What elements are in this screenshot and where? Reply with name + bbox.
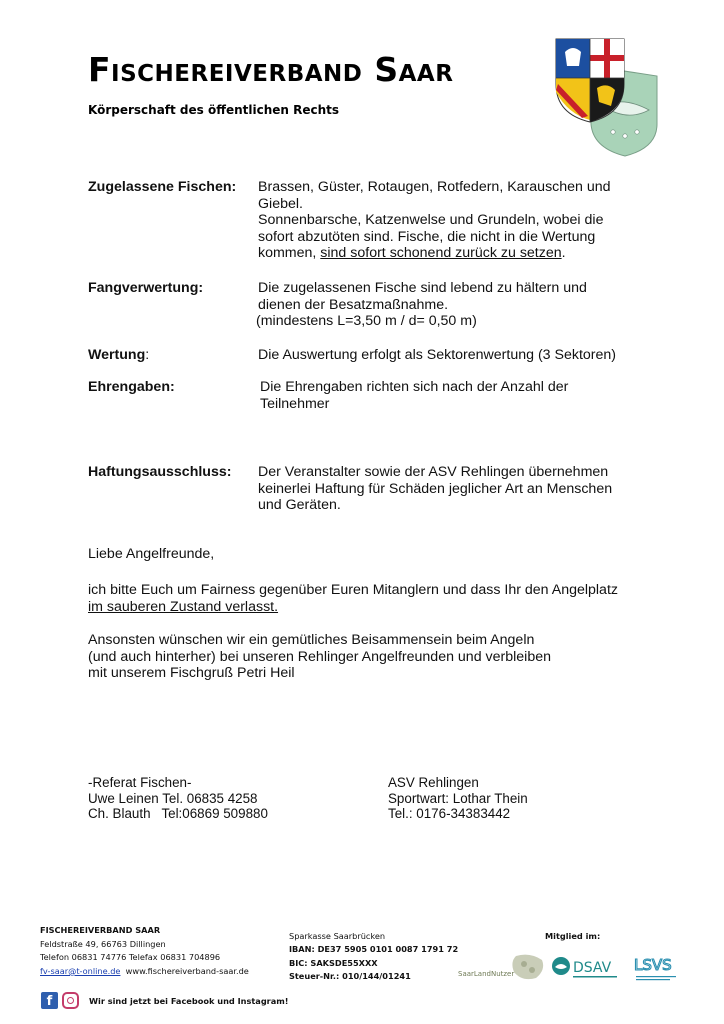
section-body — [258, 179, 648, 262]
text-line: sofort abzutöten sind. Fische, die nicht in die Wertung — [258, 228, 596, 245]
bank-iban: IBAN: DE37 5905 0101 0087 1791 72 — [289, 944, 459, 955]
lsvs-logo — [632, 950, 680, 984]
text-line: ich bitte Euch um Fairness gegenüber Euren Mitanglern und dass Ihr den Angelplatz — [88, 582, 618, 598]
dsav-logo-text: DSAV — [573, 960, 612, 976]
footer-links — [40, 965, 249, 979]
text-line: (und auch hinterher) bei unseren Rehlinger Angelfreunden und verbleiben — [88, 648, 551, 665]
section-zugelassene-fische — [88, 179, 648, 263]
page-title: Fischereiverband Saar — [88, 50, 454, 89]
text-line: Tel.: 0176-34383442 — [388, 806, 511, 822]
section-body — [260, 379, 650, 412]
section-label: Haftungsausschluss: — [88, 464, 232, 480]
text-line: keinerlei Haftung für Schäden jeglicher Art an Menschen — [258, 480, 613, 497]
text-line: (mindestens L=3,50 m / d= 0,50 m) — [256, 313, 477, 330]
section-fangverwertung — [88, 280, 648, 332]
footer-address — [40, 924, 249, 978]
lsvs-logo-text: LSVS — [634, 956, 672, 974]
coat-of-arms-logo — [553, 36, 661, 158]
text-line: -Referat Fischen- — [88, 775, 192, 790]
instagram-icon[interactable] — [62, 992, 79, 1009]
text-line: Teilnehmer — [260, 395, 330, 412]
section-body: Die Auswertung erfolgt als Sektorenwertung (3 Sektoren) — [258, 347, 617, 363]
text-line: Uwe Leinen Tel. 06835 4258 — [88, 790, 258, 806]
underlined-text: sind sofort schonend zurück zu setzen — [320, 245, 562, 262]
website-text[interactable]: www.fischereiverband-saar.de — [125, 965, 249, 976]
letter-paragraph-1 — [88, 582, 648, 615]
page-subtitle: Körperschaft des öffentlichen Rechts — [88, 103, 340, 117]
section-label: Fangverwertung: — [88, 280, 204, 296]
text-line: Ansonsten wünschen wir ein gemütliches Beisammensein beim Angeln — [88, 632, 535, 648]
saarland-nutzer-logo — [458, 952, 546, 982]
text-line: Brassen, Güster, Rotaugen, Rotfedern, Karauschen und — [258, 179, 611, 195]
section-label — [88, 347, 253, 364]
text-line: Sportwart: Lothar Thein — [388, 790, 528, 806]
facebook-icon[interactable]: f — [41, 992, 58, 1009]
contact-referat — [88, 775, 268, 822]
section-label-colon: : — [145, 347, 150, 363]
letter-paragraph-2 — [88, 632, 648, 682]
text-line: dienen der Besatzmaßnahme. — [258, 296, 449, 313]
footer-org: FISCHEREIVERBAND SAAR — [40, 925, 161, 935]
text-line: Giebel. — [258, 195, 303, 212]
section-body — [258, 464, 648, 514]
section-label: Ehrengaben: — [88, 379, 175, 395]
text-line: Ch. Blauth Tel:06869 509880 — [88, 806, 268, 822]
bank-bic: BIC: SAKSDE55XXX — [289, 957, 378, 968]
text-fragment: . — [561, 245, 566, 262]
footer-street: Feldstraße 49, 66763 Dillingen — [40, 938, 166, 949]
section-label: Zugelassene Fischen: — [88, 179, 237, 195]
bank-name: Sparkasse Saarbrücken — [289, 931, 386, 941]
footer-bank — [289, 930, 458, 983]
text-line — [258, 245, 648, 262]
footer-phone: Telefon 06831 74776 Telefax 06831 704896 — [40, 952, 221, 963]
dsav-logo — [551, 952, 629, 984]
letter-greeting: Liebe Angelfreunde, — [88, 546, 215, 562]
text-line: und Geräten. — [258, 497, 341, 514]
section-haftungsausschluss — [88, 464, 648, 516]
text-line: Die Ehrengaben richten sich nach der Anzahl der — [260, 379, 569, 395]
text-line: Die zugelassenen Fische sind lebend zu hältern und — [258, 280, 587, 296]
section-ehrengaben — [88, 379, 648, 415]
text-line: mit unserem Fischgruß Petri Heil — [88, 665, 295, 682]
text-line: Der Veranstalter sowie der ASV Rehlingen übernehmen — [258, 464, 609, 480]
section-body — [258, 280, 648, 330]
social-text: Wir sind jetzt bei Facebook und Instagram! — [89, 995, 289, 1006]
section-label-text: Wertung — [88, 347, 146, 363]
text-fragment: kommen, — [258, 245, 321, 262]
contact-asv — [388, 775, 528, 822]
tax-number: Steuer-Nr.: 010/144/01241 — [289, 970, 411, 981]
text-line: ASV Rehlingen — [388, 775, 479, 790]
social-row — [41, 992, 289, 1009]
member-label: Mitglied im: — [545, 931, 601, 941]
saarland-nutzer-logo-text: SaarLandNutzer — [458, 970, 515, 978]
email-link[interactable]: fv-saar@t-online.de — [40, 965, 121, 976]
section-wertung — [88, 347, 648, 365]
underlined-text: im sauberen Zustand verlasst. — [88, 598, 279, 615]
text-line: Sonnenbarsche, Katzenwelse und Grundeln, wobei die — [258, 212, 604, 229]
